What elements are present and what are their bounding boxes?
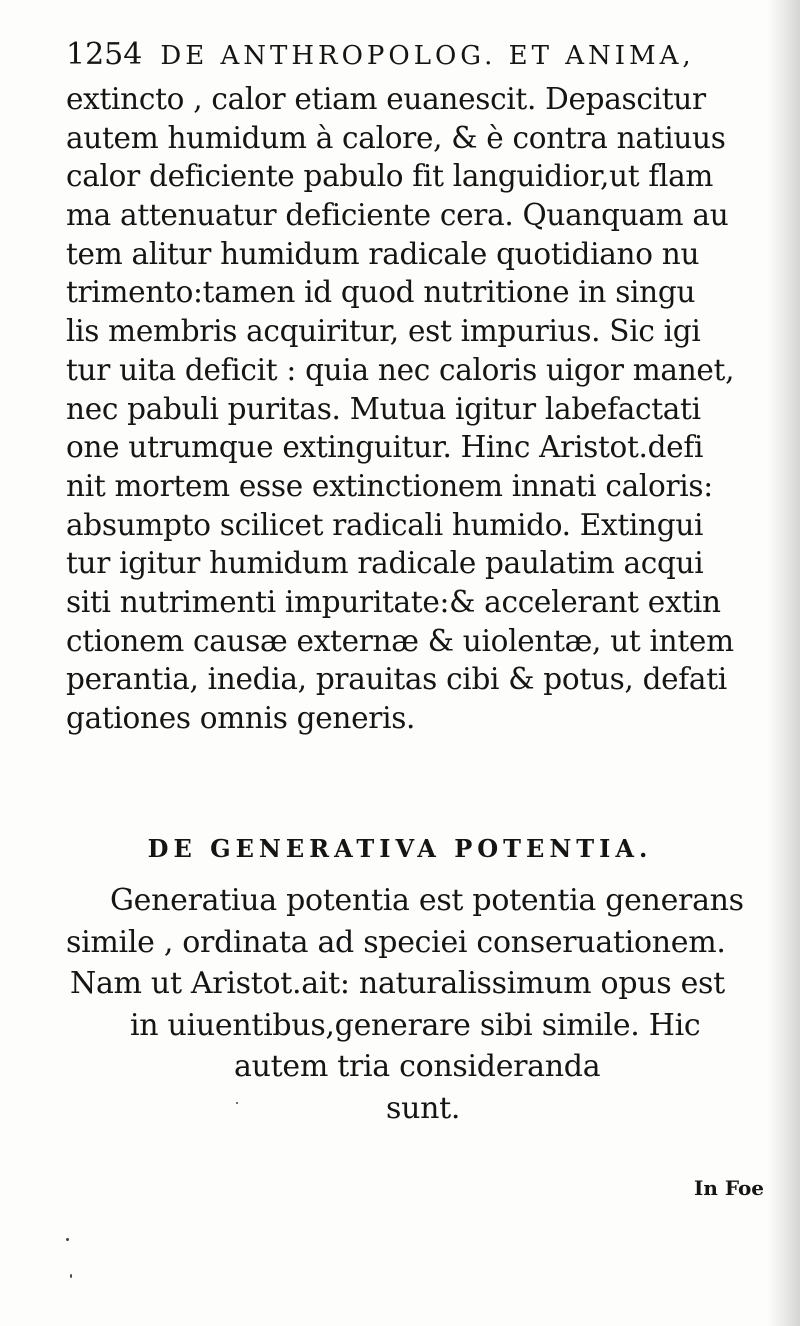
body-paragraph [66,80,766,738]
section-paragraph [0,880,800,1129]
text-line: tur uita deficit : quia nec caloris uigor manet, [66,352,735,387]
text-line: in uiuentibus,generare sibi simile. Hic [130,1007,701,1043]
text-line: ctionem causæ externæ & uiolentæ, ut intem [66,623,734,658]
text-line: autem tria consideranda [234,1049,601,1084]
section-heading: DE GENERATIVA POTENTIA. [147,834,653,863]
text-line: gationes omnis generis. [66,701,416,735]
text-line: lis membris acquiritur, est impurius. Sic igi [66,314,701,349]
text-line: siti nutrimenti impuritate:& accelerant extin [66,584,721,619]
text-line: ma attenuatur deficiente cera. Quanquam au [66,198,729,233]
text-line: simile , ordinata ad speciei conseruationem. [66,924,726,960]
page-number: 1254 [66,37,143,72]
text-line: absumpto scilicet radicali humido. Extingui [66,507,704,542]
catchword: In Foe [694,1176,765,1200]
running-head [66,36,766,86]
text-line: one utrumque extinguitur. Hinc Aristot.defi [66,430,704,465]
running-head-title: DE ANTHROPOLOG. ET ANIMA, [160,41,695,71]
text-line: Generatiua potentia est potentia generans [110,883,744,918]
text-line: autem humidum à calore, & è contra natiuus [66,120,726,155]
text-line: trimento:tamen id quod nutritione in singu [66,275,696,310]
text-line: tur igitur humidum radicale paulatim acqui [66,546,704,581]
text-line: Nam ut Aristot.ait: naturalissimum opus est [70,966,725,1001]
text-line: nit mortem esse extinctionem innati caloris: [66,468,713,503]
text-line: nec pabuli puritas. Mutua igitur labefactati [66,391,701,426]
ink-speck [66,1238,69,1241]
text-line: perantia, inedia, prauitas cibi & potus, defati [66,662,727,697]
text-line: tem alitur humidum radicale quotidiano nu [66,236,700,271]
text-line: extincto , calor etiam euanescit. Depascitur [66,82,706,116]
text-line: sunt. [386,1090,461,1126]
ink-speck [236,1102,238,1104]
text-line: calor deficiente pabulo fit languidior,ut flam [66,159,714,194]
ink-speck [70,1274,72,1278]
